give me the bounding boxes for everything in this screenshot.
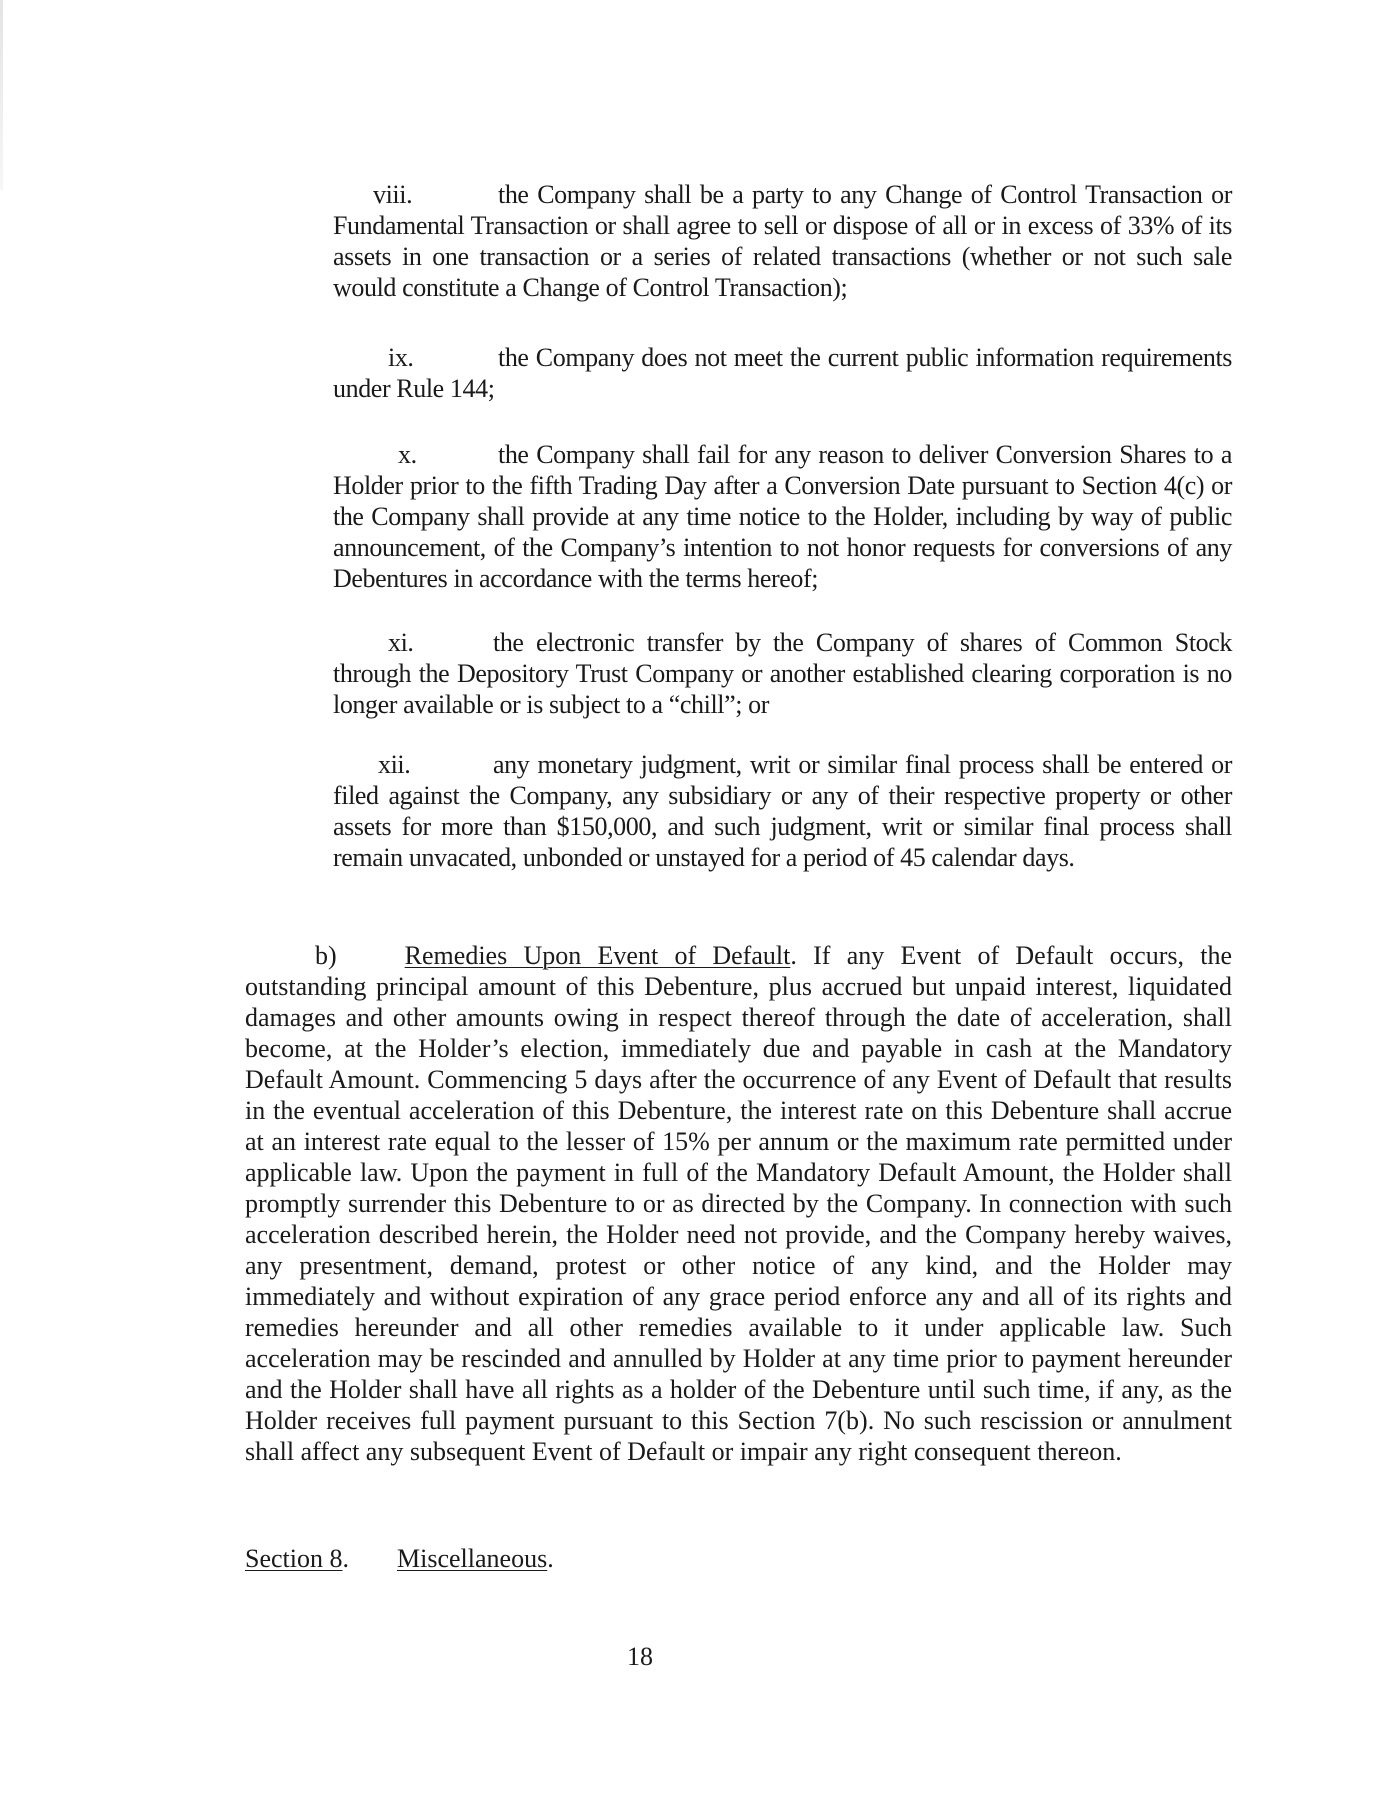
clause-numeral: xii. xyxy=(378,750,411,779)
section-b-title-punct: . xyxy=(790,941,797,970)
scan-edge-artifact xyxy=(0,0,3,190)
section-8-label-punct: . xyxy=(342,1544,349,1573)
clause-x xyxy=(333,439,1232,594)
section-b-title: Remedies Upon Event of Default xyxy=(404,941,791,970)
clause-numeral: ix. xyxy=(388,343,414,372)
section-8-title-punct: . xyxy=(547,1544,554,1573)
clause-numeral: viii. xyxy=(373,180,413,209)
clause-xi xyxy=(333,627,1232,720)
clause-text: any monetary judgment, writ or similar final process shall be entered or filed against the Company, any subsidiary or any of their respective property or other assets for more than $150,000, and such judgment, writ or similar final process shall remain unvacated, unbonded or unstayed for a period of 45 calendar days. xyxy=(333,750,1232,872)
section-b-label: b) xyxy=(315,941,337,970)
clause-text: the electronic transfer by the Company of shares of Common Stock through the Depository Trust Company or another established clearing corporation is no longer available or is subject to a “chill”; or xyxy=(333,628,1232,719)
section-8-title: Miscellaneous xyxy=(397,1544,548,1573)
section-8-label: Section 8 xyxy=(245,1544,343,1573)
page-number: 18 xyxy=(627,1642,653,1671)
clause-xii xyxy=(333,749,1232,873)
clause-text: the Company shall fail for any reason to deliver Conversion Shares to a Holder prior to the fifth Trading Day after a Conversion Date pursuant to Section 4(c) or the Company shall provide at any time notice to the Holder, including by way of public announcement, of the Company’s intention to not honor requests for conversions of any Debentures in accordance with the terms hereof; xyxy=(333,440,1232,593)
clause-ix xyxy=(333,342,1232,404)
section-b-remedies xyxy=(245,940,1232,1467)
clause-numeral: xi. xyxy=(388,628,414,657)
section-8-heading xyxy=(245,1543,554,1574)
clause-viii xyxy=(333,179,1232,303)
clause-text: the Company does not meet the current public information requirements under Rule 144; xyxy=(333,343,1232,403)
clause-numeral: x. xyxy=(398,440,417,469)
clause-text: the Company shall be a party to any Change of Control Transaction or Fundamental Transaction or shall agree to sell or dispose of all or in excess of 33% of its assets in one transaction or a series of related transactions (whether or not such sale would constitute a Change of Control Transaction); xyxy=(333,180,1232,302)
section-b-text: If any Event of Default occurs, the outstanding principal amount of this Debenture, plus accrued but unpaid interest, liquidated damages and other amounts owing in respect thereof through the date of acceleration, shall become, at the Holder’s election, immediately due and payable in cash at the Mandatory Default Amount. Commencing 5 days after the occurrence of any Event of Default that results in the eventual acceleration of this Debenture, the interest rate on this Debenture shall accrue at an interest rate equal to the lesser of 15% per annum or the maximum rate permitted under applicable law. Upon the payment in full of the Mandatory Default Amount, the Holder shall promptly surrender this Debenture to or as directed by the Company. In connection with such acceleration described herein, the Holder need not provide, and the Company hereby waives, any presentment, demand, protest or other notice of any kind, and the Holder may immediately and without expiration of any grace period enforce any and all of its rights and remedies hereunder and all other remedies available to it under applicable law. Such acceleration may be rescinded and annulled by Holder at any time prior to payment hereunder and the Holder shall have all rights as a holder of the Debenture until such time, if any, as the Holder receives full payment pursuant to this Section 7(b). No such rescission or annulment shall affect any subsequent Event of Default or impair any right consequent thereon. xyxy=(245,941,1233,1466)
